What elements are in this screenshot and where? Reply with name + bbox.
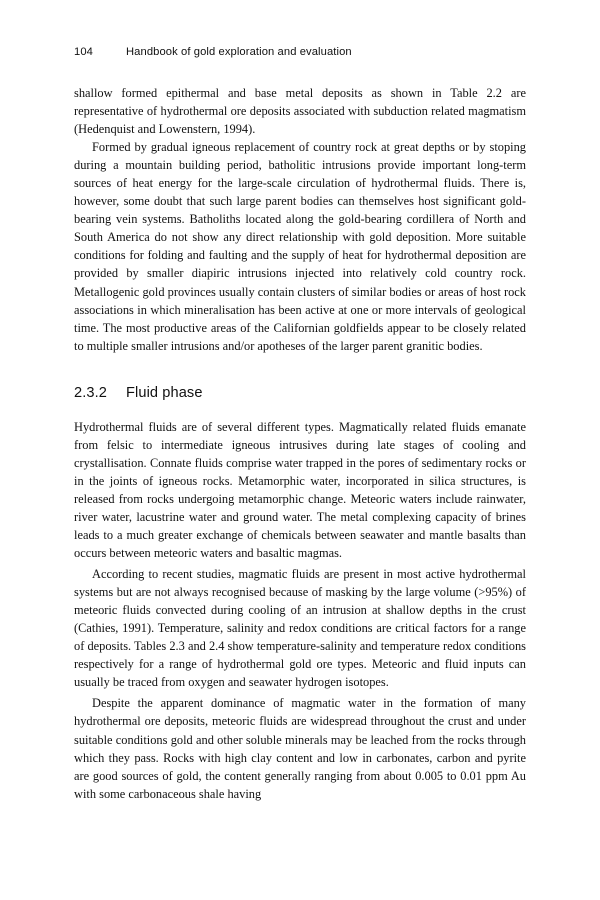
section-heading [74, 385, 526, 401]
section-paragraph-1: Hydrothermal fluids are of several different types. Magmatically related fluids emanate from felsic to intermediate igneous intrusives during late stages of cooling and crystallisation. Connate fluids comprise water trapped in the pores of sedimentary rocks or in the joints of igneous rocks. Metamorphic water, incorporated in silica structures, is released from rocks undergoing metamorphic change. Meteoric waters include rainwater, river water, lacustrine water and ground water. The metal complexing capacity of brines leads to a much greater exchange of chemicals between seawater and mantle basalts than occurs between meteoric waters and basaltic magmas. [74, 419, 526, 561]
page-number: 104 [74, 46, 93, 58]
paragraph-2: Formed by gradual igneous replacement of country rock at great depths or by stoping during a mountain building period, batholitic intrusions provide important long-term sources of heat energy for the large-scale circulation of hydrothermal fluids. There is, however, some doubt that such large parent bodies can themselves host significant gold-bearing vein systems. Batholiths located along the gold-bearing cordillera of North and South America do not show any direct relationship with gold deposition. More suitable conditions for folding and faulting and the supply of heat for hydrothermal deposition are provided by smaller diapiric intrusions injected into relatively cold country rock. Metallogenic gold provinces usually contain clusters of similar bodies or areas of host rock associations in which mineralisation has been active at one or more intervals of geological time. The most productive areas of the Californian goldfields appear to be closely related to multiple smaller intrusions and/or apotheses of the larger parent granitic bodies. [74, 140, 526, 353]
paragraph-1: shallow formed epithermal and base metal deposits as shown in Table 2.2 are representative of hydrothermal ore deposits associated with subduction related magmatism (Hedenquist and Lowenstern, 1994). [74, 86, 526, 137]
page-header [74, 46, 526, 58]
section-paragraph-3: Despite the apparent dominance of magmatic water in the formation of many hydrothermal ore deposits, meteoric fluids are widespread throughout the crust and under suitable conditions gold and other soluble minerals may be leached from the rocks through which they pass. Rocks with high clay content and low in carbonates, carbon and pyrite are good sources of gold, the content generally ranging from about 0.005 to 0.01 ppm Au with some carbonaceous shale having [74, 696, 526, 801]
section-number: 2.3.2 [74, 384, 107, 401]
section-title: Fluid phase [126, 384, 203, 401]
section-paragraph-2: According to recent studies, magmatic fluids are present in most active hydrothermal systems but are not always recognised because of masking by the large volume (>95%) of meteoric fluids convected during cooling of an intrusion at shallow depths in the crust (Cathies, 1991). Temperature, salinity and redox conditions are critical factors for a range of deposits. Tables 2.3 and 2.4 show temperature-salinity and temperature redox conditions respectively for a range of hydrothermal gold ore types. Meteoric and fluid inputs can usually be traced from oxygen and seawater hydrogen isotopes. [74, 567, 526, 690]
running-title: Handbook of gold exploration and evaluation [126, 46, 352, 58]
